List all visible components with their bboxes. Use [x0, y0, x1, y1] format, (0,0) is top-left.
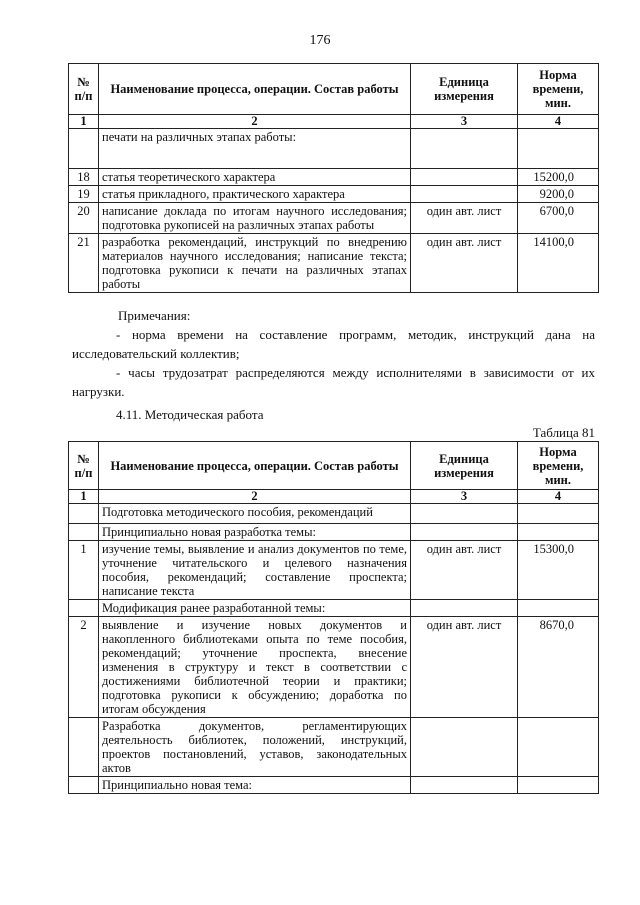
row-text: статья прикладного, практического характера — [99, 186, 411, 203]
row-text: Подготовка методического пособия, рекомендаций — [99, 504, 411, 524]
col-number: 3 — [411, 490, 518, 504]
table-row — [69, 504, 599, 524]
col-header-unit: Единица измерения — [411, 64, 518, 115]
row-num: 19 — [69, 186, 99, 203]
row-unit: один авт. лист — [411, 203, 518, 234]
row-norm — [518, 777, 599, 794]
row-norm: 6700,0 — [518, 203, 599, 234]
row-unit — [411, 129, 518, 169]
row-num — [69, 129, 99, 169]
row-norm — [518, 600, 599, 617]
row-num — [69, 600, 99, 617]
row-num: 21 — [69, 234, 99, 293]
row-norm: 15200,0 — [518, 169, 599, 186]
table-row — [69, 617, 599, 718]
row-norm: 9200,0 — [518, 186, 599, 203]
table-row — [69, 718, 599, 777]
row-text: Принципиально новая тема: — [99, 777, 411, 794]
row-norm: 14100,0 — [518, 234, 599, 293]
norms-table-81 — [68, 441, 599, 794]
row-unit: один авт. лист — [411, 541, 518, 600]
col-number: 4 — [518, 490, 599, 504]
row-norm — [518, 524, 599, 541]
row-unit — [411, 524, 518, 541]
row-unit — [411, 777, 518, 794]
col-number: 1 — [69, 490, 99, 504]
col-number: 2 — [99, 115, 411, 129]
col-header-norm: Норма времени, мин. — [518, 442, 599, 490]
page-number: 176 — [309, 33, 331, 48]
norms-table-80 — [68, 63, 599, 293]
col-header-norm: Норма времени, мин. — [518, 64, 599, 115]
row-text: статья теоретического характера — [99, 169, 411, 186]
col-header-unit: Единица измерения — [411, 442, 518, 490]
row-num — [69, 777, 99, 794]
row-norm: 8670,0 — [518, 617, 599, 718]
table-row — [69, 129, 599, 169]
row-num: 18 — [69, 169, 99, 186]
row-text: печати на различных этапах работы: — [99, 129, 411, 169]
col-header-num: № п/п — [69, 64, 99, 115]
col-number: 4 — [518, 115, 599, 129]
col-number: 2 — [99, 490, 411, 504]
table-row — [69, 524, 599, 541]
row-unit: один авт. лист — [411, 617, 518, 718]
row-num — [69, 504, 99, 524]
notes-heading: Примечания: — [118, 308, 191, 323]
section-title: 4.11. Методическая работа — [116, 407, 264, 422]
note-item: - часы трудозатрат распределяются между исполнителями в зависимости от их нагрузки. — [72, 365, 595, 399]
col-header-name: Наименование процесса, операции. Состав работы — [99, 442, 411, 490]
table-row — [69, 169, 599, 186]
table-row — [69, 234, 599, 293]
table-row — [69, 203, 599, 234]
row-num — [69, 718, 99, 777]
col-header-name: Наименование процесса, операции. Состав работы — [99, 64, 411, 115]
note-item: - норма времени на составление программ, методик, инструкций дана на исследовательский коллектив; — [72, 327, 595, 361]
row-norm — [518, 718, 599, 777]
row-text: разработка рекомендаций, инструкций по внедрению материалов научного исследования; написание текста; подготовка рукописи к печати на различных этапах работы — [99, 234, 411, 293]
col-number: 3 — [411, 115, 518, 129]
table-row — [69, 186, 599, 203]
row-text: Модификация ранее разработанной темы: — [99, 600, 411, 617]
row-num: 1 — [69, 541, 99, 600]
row-unit — [411, 600, 518, 617]
row-text: написание доклада по итогам научного исследования; подготовка рукописей на различных этапах работы — [99, 203, 411, 234]
row-num: 20 — [69, 203, 99, 234]
row-text: изучение темы, выявление и анализ документов по теме, уточнение читательского и целевого назначения пособия, рекомендаций; составление проспекта; написание текста — [99, 541, 411, 600]
row-unit — [411, 186, 518, 203]
row-norm — [518, 129, 599, 169]
row-text: Принципиально новая разработка темы: — [99, 524, 411, 541]
col-number: 1 — [69, 115, 99, 129]
row-text: выявление и изучение новых документов и накопленного библиотеками опыта по теме пособия, рекомендаций; уточнение проспекта, внесение изменения в структуру и текст в соответствии с достижениями библиотечной теории и практики; подготовка рукописи к обсуждению; доработка по итогам обсуждения — [99, 617, 411, 718]
row-unit: один авт. лист — [411, 234, 518, 293]
table-label: Таблица 81 — [532, 425, 595, 440]
table-row — [69, 541, 599, 600]
row-unit — [411, 504, 518, 524]
table-row — [69, 600, 599, 617]
row-text: Разработка документов, регламентирующих деятельность библиотек, положений, инструкций, проектов постановлений, уставов, законодательных актов — [99, 718, 411, 777]
row-num — [69, 524, 99, 541]
notes — [72, 306, 595, 401]
row-unit — [411, 169, 518, 186]
row-norm: 15300,0 — [518, 541, 599, 600]
table-row — [69, 777, 599, 794]
row-unit — [411, 718, 518, 777]
col-header-num: № п/п — [69, 442, 99, 490]
row-norm — [518, 504, 599, 524]
row-num: 2 — [69, 617, 99, 718]
